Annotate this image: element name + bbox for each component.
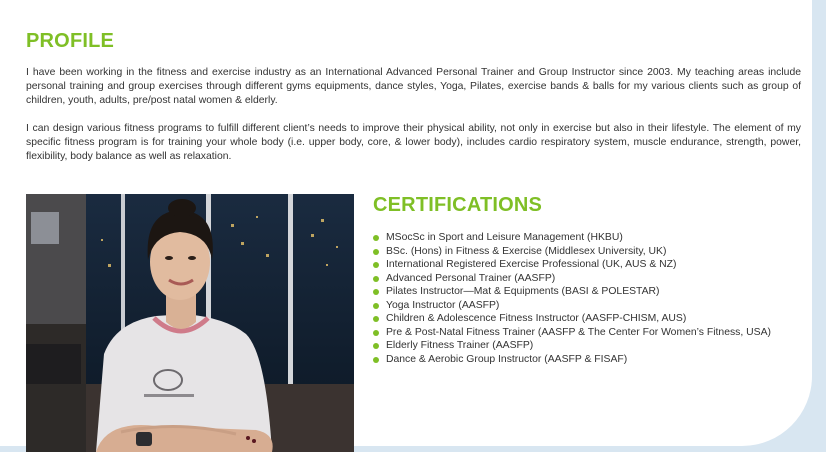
list-item [373, 353, 771, 367]
certification-label: Pilates Instructor—Mat & Equipments (BASI & POLESTAR) [386, 286, 660, 297]
certification-label: BSc. (Hons) in Fitness & Exercise (Middlesex University, UK) [386, 245, 667, 257]
list-item [373, 326, 771, 340]
bullet-icon [373, 249, 379, 255]
list-item [373, 245, 771, 259]
certification-label: Children & Adolescence Fitness Instructor (AASFP-CHISM, AUS) [386, 313, 687, 324]
bullet-icon [373, 289, 379, 295]
bullet-icon [373, 262, 379, 268]
bullet-icon [373, 343, 379, 349]
list-item [373, 258, 771, 272]
bullet-icon [373, 276, 379, 282]
profile-heading: PROFILE [26, 30, 115, 52]
bullet-icon [373, 316, 379, 322]
certification-label: Yoga Instructor (AASFP) [386, 299, 500, 311]
bullet-icon [373, 330, 379, 336]
bullet-icon [373, 235, 379, 241]
certification-label: Elderly Fitness Trainer (AASFP) [386, 340, 534, 351]
certification-label: Pre & Post-Natal Fitness Trainer (AASFP & The Center For Women’s Fitness, USA) [386, 326, 771, 338]
certifications-list [373, 231, 771, 366]
list-item [373, 285, 771, 299]
list-item [373, 299, 771, 313]
profile-paragraph-2: I can design various fitness programs to fulfill different client’s needs to improve their physical ability, not only in exercise but also in their lifestyle. The element of my specific fitness program is for training your whole body (i.e. upper body, core, & lower body), includes cardio respiratory system, muscle endurance, strength, power, flexibility, body balance as well as relaxation. [26, 123, 801, 162]
certifications-heading: CERTIFICATIONS [373, 194, 543, 216]
certification-label: Dance & Aerobic Group Instructor (AASFP & FISAF) [386, 353, 628, 365]
certification-label: Advanced Personal Trainer (AASFP) [386, 272, 556, 284]
certification-label: MSocSc in Sport and Leisure Management (HKBU) [386, 232, 623, 243]
trainer-photo [26, 194, 354, 452]
list-item [373, 272, 771, 286]
list-item [373, 231, 771, 245]
list-item [373, 339, 771, 353]
certification-label: International Registered Exercise Professional (UK, AUS & NZ) [386, 259, 677, 270]
profile-paragraph-1: I have been working in the fitness and exercise industry as an International Advanced Personal Trainer and Group Instructor since 2003. My teaching areas include personal training and group exercises through different gyms equipments, dance styles, Yoga, Pilates, exercise bands & balls for my various clients such as group of children, youth, adults, pre/post natal women & elderly. [26, 67, 801, 106]
list-item [373, 312, 771, 326]
bullet-icon [373, 303, 379, 309]
bullet-icon [373, 357, 379, 363]
